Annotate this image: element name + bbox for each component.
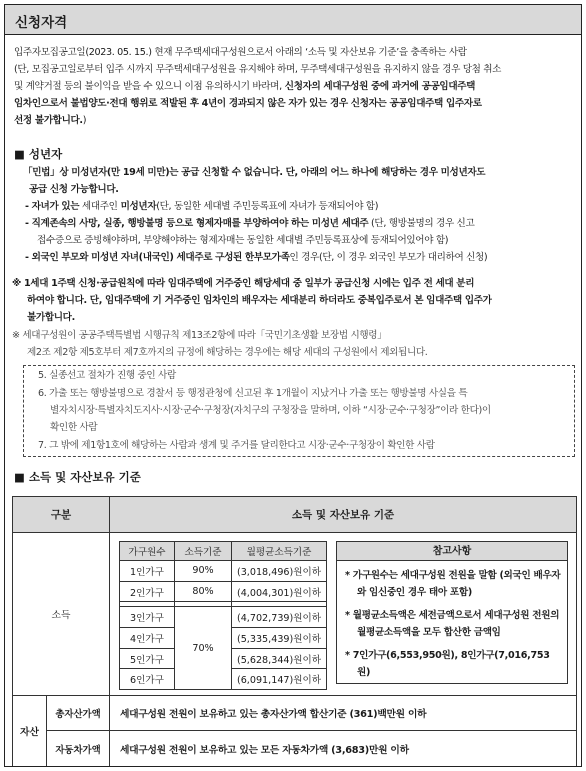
inner-header-pct: 소득기준 — [175, 542, 232, 561]
adult-bullet-2-cont: 접수증으로 증빙해야하며, 부양해야하는 형제자매는 동일한 세대별 주민등록표상에 등재되어있어야 함) — [37, 235, 449, 246]
car-asset-label: 자동차가액 — [47, 731, 110, 767]
intro-line-3: 및 계약거절 등의 불이익을 받을 수 있으니 이점 유의하시기 바라며, 신청자의 세대구성원 중에 과거에 공공임대주택 — [14, 81, 476, 92]
notice-line-5: 제2조 제2항 제5호부터 제7호까지의 규정에 해당하는 경우에는 해당 세대의 구성원에서 제외됩니다. — [27, 347, 428, 358]
notice-line-1: ※ 1세대 1주택 신청·공급원칙에 따라 임대주택에 거주중인 해당세대 중 일부가 공급신청 시에는 입주 전 세대 분리 — [12, 278, 475, 289]
note-1: * 가구원수는 세대구성원 전원을 말함 (외국인 배우자와 임신중인 경우 태아 포함) — [345, 570, 561, 598]
table-row: 2인가구 80% (4,004,301)원이하 — [120, 581, 327, 602]
adult-bullet-2: - 직계존속의 사망, 실종, 행방불명 등으로 형제자매를 부양하여야 하는 미성년 세대주 (단, 행방불명의 경우 신고 — [25, 218, 475, 229]
notice-line-2: 하여야 합니다. 단, 임대주택에 기 거주중인 임차인의 배우자는 세대분리 하더라도 중복입주로서 본 임대주택 입주가 — [27, 295, 492, 306]
table-row: 6인가구 (6,091,147)원이하 — [120, 669, 327, 690]
adult-section-title: ■ 성년자 — [14, 147, 63, 161]
exclusion-item-6: 6. 가출 또는 행방불명으로 경찰서 등 행정관청에 신고된 후 1개월이 지났거나 가출 또는 행방불명 사실을 특 — [38, 388, 468, 399]
notice-line-4: ※ 세대구성원이 공공주택특별법 시행규칙 제13조2항에 따라「국민기초생활 보장법 시행령」 — [12, 330, 387, 341]
income-section-title: ■ 소득 및 자산보유 기준 — [14, 470, 141, 484]
adult-line-2: 공급 신청 가능합니다. — [29, 184, 119, 195]
table-row: 4인가구 (5,335,439)원이하 — [120, 628, 327, 649]
section-header — [5, 5, 581, 35]
eligibility-document — [4, 4, 582, 767]
income-threshold-table — [119, 541, 327, 690]
exclusion-item-7: 7. 그 밖에 제1항1호에 해당하는 사람과 생계 및 주거를 달리한다고 시장·군수·구청장이 확인한 사람 — [38, 440, 435, 451]
exclusion-item-6-cont2: 확인한 사람 — [50, 422, 98, 433]
income-label: 소득 — [13, 533, 110, 696]
note-2: * 월평균소득액은 세전금액으로서 세대구성원 전원의 월평균소득액을 모두 합산한 금액임 — [345, 610, 560, 638]
shared-income-pct: 70% — [175, 607, 232, 690]
exclusion-item-6-cont: 별자치시장·특별자치도지사·시장·군수·구청장(자치구의 구청장을 말하며, 이하 “시장·군수·구청장”이라 한다)이 — [50, 405, 491, 416]
table-row: 1인가구 90% (3,018,496)원이하 — [120, 561, 327, 582]
car-asset-value: 세대구성원 전원이 보유하고 있는 모든 자동차가액 (3,683)만원 이하 — [110, 731, 577, 767]
income-asset-table — [12, 496, 577, 767]
notes-header: 참고사항 — [337, 542, 567, 561]
asset-label: 자산 — [13, 696, 47, 767]
exclusion-item-5: 5. 실종선고 절차가 진행 중인 사람 — [38, 370, 176, 381]
table-row: 3인가구 70% (4,702,739)원이하 — [120, 607, 327, 628]
inner-header-amount: 월평균소득기준 — [232, 542, 327, 561]
income-criteria-cell — [110, 533, 577, 696]
header-criteria: 소득 및 자산보유 기준 — [110, 497, 577, 533]
inner-header-size: 가구원수 — [120, 542, 175, 561]
intro-line-4: 임차인으로서 불법양도·전대 행위로 적발된 후 4년이 경과되지 않은 자가 있는 경우 신청자는 공공임대주택 입주자로 — [14, 98, 482, 109]
total-asset-label: 총자산가액 — [47, 696, 110, 731]
intro-line-1: 입주자모집공고일(2023. 05. 15.) 현재 무주택세대구성원으로서 아래의 ‘소득 및 자산보유 기준’을 충족하는 사람 — [14, 47, 467, 58]
table-row: 5인가구 (5,628,344)원이하 — [120, 648, 327, 669]
adult-bullet-3: - 외국인 부모와 미성년 자녀(내국인) 세대주로 구성된 한부모가족인 경우(단, 이 경우 외국인 부모가 대리하여 신청) — [25, 252, 488, 263]
note-3: * 7인가구(6,553,950원), 8인가구(7,016,753원) — [345, 650, 550, 678]
exclusion-list-box — [23, 365, 575, 457]
notice-line-3: 불가합니다. — [27, 312, 75, 323]
reference-notes — [336, 541, 568, 684]
header-category: 구분 — [13, 497, 110, 533]
total-asset-value: 세대구성원 전원이 보유하고 있는 총자산가액 합산기준 (361)백만원 이하 — [110, 696, 577, 731]
adult-bullet-1: - 자녀가 있는 세대주인 미성년자(단, 동일한 세대별 주민등록표에 자녀가 등재되어야 함) — [25, 201, 379, 212]
adult-line-1: 「민법」상 미성년자(만 19세 미만)는 공급 신청할 수 없습니다. 단, 아래의 어느 하나에 해당하는 경우 미성년자도 — [23, 167, 486, 178]
intro-line-5: 선정 불가합니다.) — [14, 115, 87, 126]
intro-line-2: (단, 모집공고일로부터 입주 시까지 무주택세대구성원을 유지해야 하며, 무주택세대구성원을 유지하지 않을 경우 당첨 취소 — [14, 64, 502, 75]
section-title: 신청자격 — [15, 15, 68, 31]
